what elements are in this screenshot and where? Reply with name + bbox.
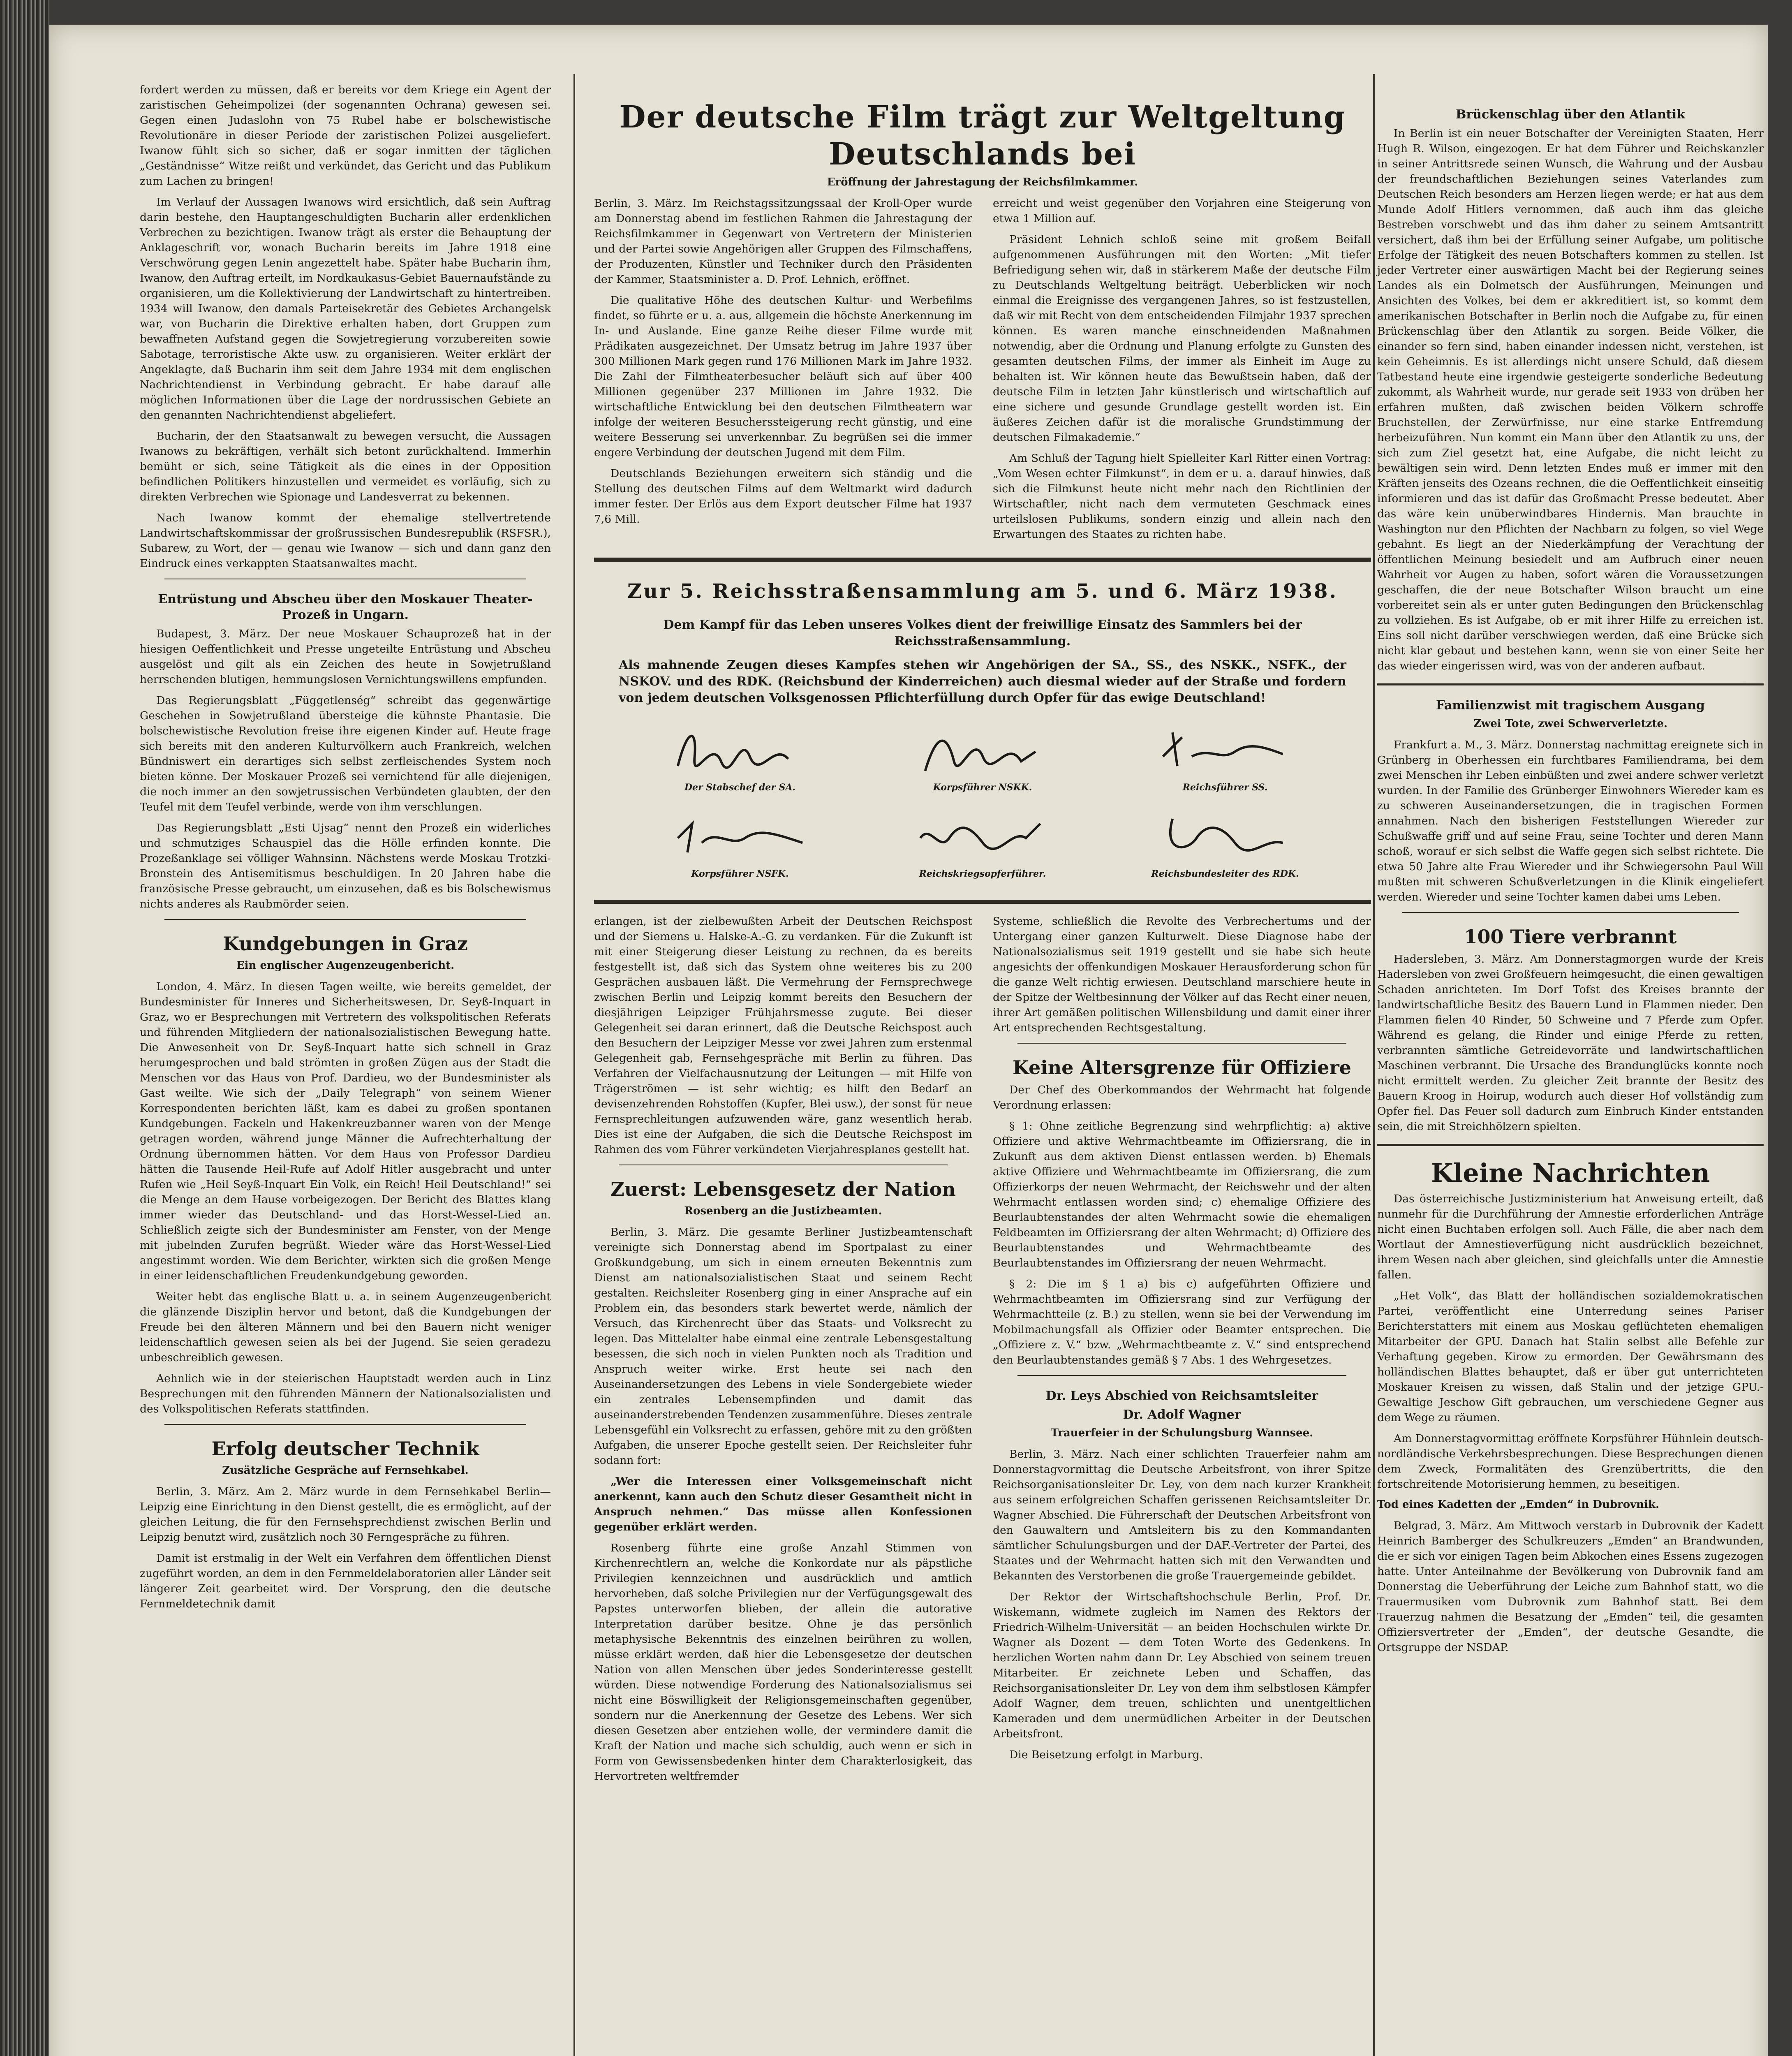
article-paragraph: § 1: Ohne zeitliche Begrenzung sind wehrpflichtig: a) aktive Offiziere und aktive Wehrmachtbeamte im Offiziersrang, die in Zukunft aus dem aktiven Dienst entlassen werden. b) Ehemals aktive Offiziere und Wehrmachtbeamte im Offiziersrang, die zum Offizierkorps der neuen Wehrmacht, der Reichswehr und der alten Wehrmacht entlassen worden sind; c) ehemalige Offiziere des Beurlaubtenstandes der alten Wehrmacht sowie die ehemaligen Feldbeamten im Offiziersrang der alten Wehrmacht; d) Offiziere des Beurlaubtenstandes und Wehrmachtbeamte des Beurlaubtenstandes im Offiziersrang der neuen Wehrmacht. (993, 1120, 1371, 1269)
article-paragraph: „Wer die Interessen einer Volksgemeinschaft nicht anerkennt, kann auch den Schutz dieser Gesamtheit nicht in Anspruch nehmen.“ Das müsse allen Konfessionen gegenüber erklärt werden. (594, 1475, 972, 1533)
signature-caption: Reichskriegsopferführer. (919, 868, 1046, 879)
headline-technik: Erfolg deutscher Technik (211, 1438, 479, 1460)
subheadline: Zusätzliche Gespräche auf Fernsehkabel. (222, 1464, 469, 1477)
signature (1116, 723, 1334, 793)
article-paragraph: London, 4. März. In diesen Tagen weilte, wie bereits gemeldet, der Bundesminister für Inneres und Sicherheitswesen, Dr. Seyß-Inquart in Graz, wo er Besprechungen mit Vertretern des volkspolitischen Referats und führenden Mitgliedern der nationalsozialistischen Bewegung hatte. Die Anwesenheit von Dr. Seyß-Inquart hatte sich schnell in Graz herumgesprochen und bald strömten in großen Zügen aus der Stadt die Menschen vor das Haus von Prof. Dardieu, wo der Bundesminister als Gast weilte. Wie sich der „Daily Telegraph“ von seinem Wiener Korrespondenten berichten läßt, kam es dabei zu großen spontanen Kundgebungen. Fackeln und Hakenkreuzbanner waren von der Menge getragen worden, während junge Männer die Aufrechterhaltung der Ordnung übernommen hätten. Vor dem Haus von Professor Dardieu hätten die Tausende Heil-Rufe auf Adolf Hitler ausgebracht und unter Rufen wie „Heil Seyß-Inquart Ein Volk, ein Reich! Heil Deutschland!“ sei die Menge an dem Hause vorbeigezogen. Der Bericht des Blattes klang immer wieder das Deutschland- und das Horst-Wessel-Lied an. Schließlich zeigte sich der Bundesminister am Fenster, von der Menge mit jubelnden Zurufen begrüßt. Wieder wäre das Horst-Wessel-Lied angestimmt worden. Wie dem Berichter, wirkten sich die großen Menge in einer leidenschaftlichen Freudenkundgebung geworden. (140, 980, 551, 1282)
headline-kleine-nachrichten: Kleine Nachrichten (1431, 1158, 1710, 1188)
article-paragraph: Das Regierungsblatt „Függetlenség“ schreibt das gegenwärtige Geschehen in Sowjetrußland übersteige die kühnste Phantasie. Die bolschewistische Revolution freise ihre eigenen Kinder auf. Heute frage sich bereits mit den anderen Kulturvölkern auch Frankreich, welchen Bündniswert ein derartiges sich selbst zerfleischendes System noch bieten könne. Der Moskauer Prozeß sei vernichtend für alle diejenigen, die noch immer an den sowjetrussischen Verbündeten glaubten, der den Teufel mit dem Teufel verbinde, werde von ihm verschlungen. (140, 694, 551, 813)
article-paragraph: § 2: Die im § 1 a) bis c) aufgeführten Offiziere und Wehrmachtbeamten im Offiziersrang sind zur Verfügung der Wehrmachtteile (z. B.) zu stellen, wenn sie bei der Verwendung im Mobilmachungsfall als Offizier oder Beamter entsprechen. Die „Offiziere z. V.“ bzw. „Wehrmachtbeamte z. V.“ sind entsprechend den Beurlaubtenstandes gemäß § 7 Abs. 1 des Wehrgesetzes. (993, 1278, 1371, 1366)
signature (631, 809, 849, 879)
headline-graz: Kundgebungen in Graz (223, 933, 468, 955)
article-paragraph: Berlin, 3. März. Die gesamte Berliner Justizbeamtenschaft vereinigte sich Donnerstag abend im Sportpalast zu einer Großkundgebung, um sich in einem erneuten Bekenntnis zum Dienst am nationalsozialistischen Staat und seinem Recht gestalten. Reichsleiter Rosenberg ging in einer Ansprache auf ein Problem ein, das besonders stark bewertet werde, nämlich der Versuch, das Kirchenrecht über das Staats- und Volksrecht zu legen. Das Mittelalter habe einmal eine zentrale Lebensgestaltung besessen, die sich noch in vielen Punkten noch als Tradition und Anspruch weiter wirke. Erst heute sei nach den Auseinandersetzungen des Lebens in viele Sondergebiete wieder ein zentrales Lebensempfinden und damit das auseinanderstrebenden Tendenzen zusammenführe. Dieses zentrale Lebensgefühl ein Volksrecht zu erfassen, gehöre mit zu den größten Aufgaben, die unserer Epoche gestellt seien. Der Reichsleiter fuhr sodann fort: (594, 1226, 972, 1467)
page-headline: Der deutsche Film trägt zur Weltgeltung Deutschlands bei (619, 100, 1346, 172)
article-paragraph: Der Rektor der Wirtschaftshochschule Berlin, Prof. Dr. Wiskemann, widmete zugleich im Namen des Rektors der Friedrich-Wilhelm-Universität — an beiden Hochschulen wirkte Dr. Wagner als Dozent — dem Toten Worte des Gedenkens. In herzlichen Worten nahm dann Dr. Ley Abschied von seinem treuen Mitarbeiter. Er zeichnete Leben und Schaffen, das Reichsorganisationsleiter Dr. Ley von dem ihm selbstlosen Kämpfer Adolf Wagner, dem treuen, schlichten und unentgeltlichen Kameraden und dem unermüdlichen Arbeiter in der Deutschen Arbeitsfront. (993, 1591, 1371, 1740)
article-paragraph: Der Chef des Oberkommandos der Wehrmacht hat folgende Verordnung erlassen: (993, 1084, 1371, 1111)
article-paragraph: Aehnlich wie in der steierischen Hauptstadt werden auch in Linz Besprechungen mit den führenden Männern der Nationalsozialisten und des Volkspolitischen Referats stattfinden. (140, 1372, 551, 1415)
signature-scribble (631, 723, 849, 780)
divider (1377, 683, 1764, 685)
headline-tiere: 100 Tiere verbrannt (1464, 926, 1677, 948)
signature (874, 723, 1092, 793)
article-paragraph: fordert werden zu müssen, daß er bereits vor dem Kriege ein Agent der zaristischen Geheimpolizei (der sogenannten Ochrana) gewesen sei. Gegen einen Judaslohn von 75 Rubel habe er bolschewistische Revolutionäre in dieser Periode der zaristischen Polizei ausgeliefert. Iwanow fühlt sich so sicher, daß er sogar inmitten der täglichen „Geständnisse“ Witze reißt und verkündet, das Gericht und das Publikum zum Lachen zu bringen! (140, 83, 551, 188)
signature-caption: Korpsführer NSFK. (691, 868, 789, 879)
divider (164, 1424, 526, 1425)
signature-scribble (631, 809, 849, 867)
article-paragraph: Berlin, 3. März. Am 2. März wurde in dem Fernsehkabel Berlin—Leipzig eine Einrichtung in den Dienst gestellt, die es ermöglicht, auf der gleichen Leitung, die für den Fernsehsprechdienst zwischen Berlin und Leipzig benutzt wird, zusätzlich noch 30 Ferngespräche zu führen. (140, 1485, 551, 1544)
article-paragraph: Hadersleben, 3. März. Am Donnerstagmorgen wurde der Kreis Hadersleben von zwei Großfeuern heimgesucht, die einen gewaltigen Schaden anrichteten. Im Dorf Tofst des Kreises brannte der landwirtschaftliche Besitz des Bauern Lund in Flammen nieder. Den Flammen fielen 40 Rinder, 50 Schweine und 7 Pferde zum Opfer. Während es gelang, die Rinder und einige Pferde zu retten, verbrannten sämtliche Getreidevorräte und landwirtschaftlichen Maschinen verbrannt. Die Ursache des Brandunglücks konnte noch nicht ermittelt werden. Zu gleicher Zeit brannte der Besitz des Bauern Kroog in Hoirup, wodurch auch dieser Hof vollständig zum Opfer fiel. Das Feuer soll dadurch zum Einbruch Kinder entstanden sein, die mit Streichhölzern spielten. (1377, 953, 1764, 1133)
article-paragraph: Deutschlands Beziehungen erweitern sich ständig und die Stellung des deutschen Films auf dem Weltmarkt wird dadurch immer fester. Der Erlös aus dem Export deutscher Filme hat 1937 7,6 Mill. (594, 467, 972, 526)
subheadline: Ein englischer Augenzeugenbericht. (236, 959, 455, 972)
signature-scribble (874, 809, 1092, 867)
signature-scribble (1116, 723, 1334, 780)
signature (874, 809, 1092, 879)
article-paragraph: erlangen, ist der zielbewußten Arbeit der Deutschen Reichspost und der Siemens u. Halske-A.-G. zu verdanken. Für die Zukunft ist mit einer Steigerung dieser Leistung zu rechnen, da es bereits festgestellt ist, daß sich das System ohne weiteres bis zu 200 Gesprächen ausbauen läßt. Die Vermehrung der Fernsprechwege zwischen Berlin und Leipzig kommt bereits den Besuchern der diesjährigen Leipziger Frühjahrsmesse zugute. Bei dieser Gelegenheit sei daran erinnert, daß die Deutsche Reichspost auch den Besuchern der Leipziger Messe vor zwei Jahren zum erstenmal Gelegenheit gab, Fernsehgespräche mit Berlin zu führen. Das Verfahren der Vielfachausnutzung der Leitungen — mit Hilfe von Trägerströmen — ist sehr wichtig; es hilft den Bedarf an devisenzehrenden Rohstoffen (Kupfer, Blei usw.), der sonst für neue Fernsprechleitungen aufzuwenden wäre, ganz wesentlich herab. Dies ist eine der Aufgaben, die sich die Deutsche Reichspost im Rahmen des vom Führer verkündeten Vierjahresplanes gestellt hat. (594, 915, 972, 1156)
subheadline: Tod eines Kadetten der „Emden“ in Dubrovnik. (1377, 1498, 1660, 1511)
subheadline: Trauerfeier in der Schulungsburg Wannsee. (1050, 1427, 1313, 1439)
lead-article (594, 196, 1371, 548)
column-rule (573, 74, 575, 2056)
article-paragraph: Rosenberg führte eine große Anzahl Stimmen von Kirchenrechtlern an, welche die Konkordate nur als päpstliche Privilegien kennzeichnen und ausdrücklich und amtlich hervorheben, daß solche Privilegien nur der Verfügungsgewalt des Papstes unterworfen blieben, der allein die autorative Interpretation darüber besitze. Ohne je das persönlich metaphysische Bekenntnis des einzelnen beirühren zu wollen, müsse erklärt werden, daß hier die Lebensgesetze der deutschen Nation von allen Menschen über jedes Sonderinteresse gestellt würden. Diese notwendige Forderung des Nationalsozialismus sei nicht eine Böswilligkeit der Religionsgemeinschaften gegenüber, sondern nur die Anerkennung der Gesetze des Lebens. Wer sich diesen Gesetzen aber entziehen wolle, der vermindere damit die Kraft der Nation und mache sich schuldig, auch wenn er sich in Form von Gewissensbedenken hinter dem Charakterlosigkeit, das Hervortreten weltfremder (594, 1542, 972, 1783)
signature (1116, 809, 1334, 879)
headline-ley: Dr. Leys Abschied von Reichsamtsleiter (1045, 1389, 1318, 1403)
headline-moskau-prozess: Entrüstung und Abscheu über den Moskauer Theater-Prozeß in Ungarn. (158, 592, 533, 622)
headline-lebensgesetz: Zuerst: Lebensgesetz der Nation (610, 1178, 956, 1200)
appeal-box (594, 558, 1371, 904)
signature-caption: Korpsführer NSKK. (933, 782, 1032, 793)
article-paragraph: erreicht und weist gegenüber den Vorjahren eine Steigerung von etwa 1 Million auf. (993, 197, 1371, 225)
article-paragraph: Systeme, schließlich die Revolte des Verbrechertums und der Untergang einer ganzen Kulturwelt. Diese Diagnose habe der Nationalsozialismus seit 1919 gestellt und sie habe sich heute angesichts der offenkundigen Moskauer Herausforderung schon für die ganze Welt richtig erwiesen. Deutschland marschiere heute in der Spitze der Weltbesinnung der Völker auf das Recht einer neuen, ihrer Art gemäßen politischen Willensbildung und damit einer ihrer Art entsprechenden Rechtsgestaltung. (993, 915, 1371, 1034)
article-paragraph: Am Schluß der Tagung hielt Spielleiter Karl Ritter einen Vortrag: „Vom Wesen echter Filmkunst“, in dem er u. a. darauf hinwies, daß sich die Filmkunst heute nicht mehr nach den Richtlinien der Wirtschaftler, nicht nach dem vermuteten Geschmack eines urteilslosen Publikums, sondern einzig und allein nach den Erwartungen des Staates zu richten habe. (993, 452, 1371, 541)
appeal-title: Zur 5. Reichsstraßensammlung am 5. und 6. März 1938. (627, 580, 1338, 603)
divider (1402, 912, 1739, 913)
divider (164, 919, 526, 920)
page-subheadline: Eröffnung der Jahrestagung der Reichsfilmkammer. (827, 176, 1138, 188)
article-paragraph: Nach Iwanow kommt der ehemalige stellvertretende Landwirtschaftskommissar der großrussischen Bundesrepublik (RSFSR.), Subarew, zu Wort, der — genau wie Iwanow — sich und dann ganz den Eindruck eines verkappten Staatsanwaltes macht. (140, 512, 551, 570)
article-paragraph: Die qualitative Höhe des deutschen Kultur- und Werbefilms findet, so führte er u. a. aus, allgemein die höchste Anerkennung im In- und Auslande. Eine ganze Reihe dieser Filme wurde mit Prädikaten ausgezeichnet. Der Umsatz betrug im Jahre 1937 über 300 Millionen Mark gegen rund 176 Millionen Mark im Jahre 1932. Die Zahl der Filmtheaterbesucher beläuft sich auf über 400 Millionen gegenüber 237 Millionen im Jahre 1932. Die wirtschaftliche Entwicklung bei den deutschen Filmtheatern war infolge der weiteren Besucherssteigerung recht günstig, und eine weitere Besserung sei unverkennbar. Zu begrüßen sei die immer engere Verbindung der deutschen Jugend mit dem Film. (594, 294, 972, 459)
article-paragraph: Damit ist erstmalig in der Welt ein Verfahren dem öffentlichen Dienst zugeführt worden, an dem in den Fernmeldelaboratorien aller Länder seit längerer Zeit gearbeitet wird. Der Vorsprung, den die deutsche Fernmeldetechnik damit (140, 1552, 551, 1610)
signature-scribble (1116, 809, 1334, 867)
left-column (140, 82, 551, 1617)
middle-column (594, 82, 1371, 1790)
headline-wagner: Dr. Adolf Wagner (1123, 1408, 1241, 1422)
headline-familienzwist: Familienzwist mit tragischem Ausgang (1436, 698, 1705, 713)
article-paragraph: Belgrad, 3. März. Am Mittwoch verstarb in Dubrovnik der Kadett Heinrich Bamberger des Schulkreuzers „Emden“ an Brandwunden, die er sich vor einigen Tagen beim Abkochen eines Essens zugezogen hatte. Unter Anteilnahme der Bevölkerung von Dubrovnik fand am Donnerstag die Ueberführung der Leiche zum Bahnhof statt, wo die Trauermusiken vom Dubrovnik zum Bahnhof statt. Bei dem Trauerzug nahmen die Besatzung der „Emden“ teil, die gesamten Offiziersvertreter der „Emden“, der deutsche Gesandte, die Ortsgruppe der NSDAP. (1377, 1519, 1764, 1654)
article-paragraph: In Berlin ist ein neuer Botschafter der Vereinigten Staaten, Herr Hugh R. Wilson, eingezogen. Er hat dem Führer und Reichskanzler in seiner Antrittsrede seinen Wunsch, die Wahrung und der Ausbau der freundschaftlichen Beziehungen seines Vaterlandes zum Deutschen Reich besonders am Herzen liegen werde; er hat aus dem Munde Adolf Hitlers vernommen, daß auch ihm das gleiche Bestreben vorschwebt und das ihm daher zu seinem Amtsantritt versichert, daß ihm bei der Erfüllung seiner Aufgabe, um politische Erfolge der Tätigkeit des neuen Botschafters kommen zu stellen. Ist jeder Vertreter einer auswärtigen Macht bei der Regierung seines Landes als ein Dolmetsch der Ausführungen, Meinungen und Ansichten des Volkes, bei dem er akkreditiert ist, so kommt dem amerikanischen Botschafter in Berlin noch die Aufgabe zu, für einen Brückenschlag über den Atlantik zu sorgen. Beide Völker, die einander so fern sind, haben einander indessen nicht, verstehen, ist kein Geheimnis. Es ist allerdings nicht unsere Schuld, daß diesem Tatbestand heute eine irgendwie gesteigerte sonderliche Bedeutung zukommt, als Wahrheit wurde, nur gerade seit 1933 von drüben her erfahren mußten, daß zwischen beiden Völkern schroffe Bruchstellen, der Zerwürfnisse, nur eine starke Entfremdung herbeizuführen. Nun kommt ein Mann über den Atlantik zu uns, der sich zum Ziel gesetzt hat, eine Aufgabe, die nicht leicht zu bewältigen sein wird. Denn letzten Endes muß er immer mit den Kräften jenseits des Ozeans rechnen, die die Oeffentlichkeit einseitig informieren und das ist dafür das Großmacht Presse bedeutet. Aber das wäre kein unüberwindbares Hindernis. Man brauchte in Washington nur den Pflichten der Nachbarn zu folgen, so viel Wege gebahnt. Es liegt an der Niederkämpfung der Verachtung der öffentlichen Meinung besiedelt und am Aufbruch einer neuen Wahrheit vor Augen zu haben, sofort wären die Voraussetzungen geschaffen, die der neue Botschafter Wilson braucht um eine vorbereitet sein als er unter guten Bedingungen den Brückenschlag zu vollziehen. Es ist Aufgabe, ob er mit ihrer Hilfe zu erreichen ist. Eins soll nicht darüber verschwiegen werden, daß eine Brücke sich nicht klar gebaut und bestehen kann, wenn sie von einer Seite her das wieder eingerissen wird, was von der anderen aufbaut. (1377, 127, 1764, 672)
signature-scribble (874, 723, 1092, 780)
headline-altersgrenze: Keine Altersgrenze für Offiziere (1013, 1056, 1351, 1079)
article-paragraph: Berlin, 3. März. Im Reichstagssitzungssaal der Kroll-Oper wurde am Donnerstag abend im festlichen Rahmen die Jahrestagung der Reichsfilmkammer in Gegenwart von Vertretern der Ministerien und der Partei sowie Angehörigen aller Gruppen des Filmschaffens, der Produzenten, Künstler und Techniker durch den Präsidenten der Kammer, Staatsminister a. D. Prof. Lehnich, eröffnet. (594, 197, 972, 286)
article-paragraph: Budapest, 3. März. Der neue Moskauer Schauprozeß hat in der hiesigen Oeffentlichkeit und Presse ungeteilte Entrüstung und Abscheu ausgelöst und gilt als ein Zeichen des heute in Sowjetrußland herrschenden blutigen, hemmungslosen Vernichtungswillens empfunden. (140, 627, 551, 686)
divider (1377, 1144, 1764, 1146)
article-paragraph: Am Donnerstagvormittag eröffnete Korpsführer Hühnlein deutsch-nordländische Verkehrsbesprechungen. Diese Besprechungen dienen dem Zweck, Formalitäten des Grenzübertritts, die den fortschreitende Motorisierung hemmen, zu beseitigen. (1377, 1432, 1764, 1491)
appeal-intro: Dem Kampf für das Leben unseres Volkes dient der freiwillige Einsatz des Sammlers bei der Reichsstraßensammlung. (663, 618, 1302, 648)
subheadline: Rosenberg an die Justizbeamten. (684, 1205, 882, 1217)
column-rule (1373, 74, 1375, 2056)
headline-brueckenschlag: Brückenschlag über den Atlantik (1456, 107, 1685, 122)
article-paragraph: Frankfurt a. M., 3. März. Donnerstag nachmittag ereignete sich in Grünberg in Oberhessen ein furchtbares Familiendrama, bei dem zwei Menschen ihr Leben einbüßten und zwei andere schwer verletzt wurden. In der Familie des Grünberger Einwohners Wiereder kam es zu schweren Auseinandersetzungen, die in tragischen Formen annahmen. Nach den bisherigen Feststellungen Wiereder zur Schußwaffe griff und auf seine Frau, seine Tochter und deren Mann schoß, worauf er sich selbst die Waffe gegen sich selbst richtete. Die etwa 50 Jahre alte Frau Wiereder und ihr Schwiegersohn Paul Will mußten mit schweren Schußverletzungen in die Klinik eingeliefert werden. Wiereder und seine Tochter kamen dabei ums Leben. (1377, 739, 1764, 903)
article-paragraph: Im Verlauf der Aussagen Iwanows wird ersichtlich, daß sein Auftrag darin bestehe, den Hauptangeschuldigten Bucharin aller erdenklichen Verbrechen zu bezichtigen. Iwanow trägt als erster die Behauptung der Anklageschrift vor, wonach Bucharin bereits im Jahre 1918 eine Verschwörung gegen Lenin angezettelt habe. Später habe Bucharin ihm, Iwanow, den Auftrag erteilt, im Nordkaukasus-Gebiet Bauernaufstände zu organisieren, um die Kollektivierung der Landwirtschaft zu hintertreiben. 1934 will Iwanow, den damals Parteisekretär des Gebietes Archangelsk war, von Bucharin die Direktive erhalten haben, dort Gruppen zum bewaffneten Aufstand gegen die Sowjetregierung vorzubereiten sowie Sabotage, terroristische Akte usw. zu organisieren. Weiter erklärt der Angeklagte, daß Bucharin ihm seit dem Jahre 1934 mit dem englischen Nachrichtendienst in Verbindung gebracht. Er habe darauf alle möglichen Informationen über die Lage der nordrussischen Gebiete an den genannten Nachrichtendienst abgeliefert. (140, 196, 551, 421)
article-paragraph: Präsident Lehnich schloß seine mit großem Beifall aufgenommenen Ausführungen mit den Worten: „Mit tiefer Befriedigung sehen wir, daß in stärkerem Maße der deutsche Film zu Deutschlands Weltgeltung beiträgt. Ueberblicken wir noch einmal die Ereignisse des vergangenen Jahres, so ist festzustellen, daß wir mit Recht von dem entscheidenden Filmjahr 1937 sprechen können. Es waren manche einschneidenden Maßnahmen notwendig, aber die Ordnung und Planung erfolgte zu Gunsten des gesamten deutschen Films, der immer als Einheit im Auge zu behalten ist. Wir können heute das Bewußtsein haben, daß der deutsche Film in letzten Jahr künstlerisch und wirtschaftlich auf eine sichere und gesunde Grundlage gestellt worden ist. Ein äußeres Zeichen dafür ist die moralische Grundstimmung der deutschen Filmakademie.“ (993, 233, 1371, 444)
article-paragraph: Das Regierungsblatt „Esti Ujsag“ nennt den Prozeß ein widerliches und schmutziges Schauspiel das die Hölle erfinden konnte. Die Prozeßanklage sei völliger Wahnsinn. Nächstens werde Moskau Trotzki-Bronstein des Antisemitismus beschuldigen. In 20 Jahren habe die französische Presse gebraucht, um einzusehen, daß es bis Bolschewismus nichts anderes als Raubmörder seien. (140, 822, 551, 910)
appeal-text: Als mahnende Zeugen dieses Kampfes stehen wir Angehörigen der SA., SS., des NSKK., NSFK., der NSKOV. und des RDK. (Reichsbund der Kinderreichen) auch diesmal wieder auf der Straße und fordern von jedem deutschen Volksgenossen Pflichterfüllung durch Opfer für das ewige Deutschland! (619, 658, 1346, 705)
lower-articles (594, 914, 1371, 1790)
article-paragraph: Das österreichische Justizministerium hat Anweisung erteilt, daß nunmehr für die Durchführung der Amnestie erforderlichen Anträge nicht einen Buchtaben erfolgen soll. Auch Fälle, die aber nach dem Wortlaut der Amnestieverfügung nicht ausdrücklich bezeichnet, ihrem Wesen nach aber gleichen, sind gleichfalls unter die Amnestie fallen. (1377, 1192, 1764, 1281)
article-paragraph: Berlin, 3. März. Nach einer schlichten Trauerfeier nahm am Donnerstagvormittag die Deutsche Arbeitsfront, von ihrer Spitze Reichsorganisationsleiter Dr. Ley, von dem nach kurzer Krankheit aus seinem erfolgreichen Schaffen gerissenen Reichsamtsleiter Dr. Wagner Abschied. Die Führerschaft der Deutschen Arbeitsfront von den Gauwaltern und Amtsleitern bis zu den Kommandanten sämtlicher Schulungsburgen und der DAF.-Vertreter der Partei, des Staates und der Wehrmacht hatten sich mit den Verwandten und Bekannten des Verstorbenen die große Trauergemeinde gebildet. (993, 1448, 1371, 1582)
book-spine-edge (0, 0, 49, 2056)
signature (631, 723, 849, 793)
signature-row (619, 723, 1346, 793)
article-paragraph: Bucharin, der den Staatsanwalt zu bewegen versucht, die Aussagen Iwanows zu bekräftigen, verhält sich betont zurückhaltend. Immerhin bemüht er sich, seine Tätigkeit als die eines in der Opposition befindlichen Politikers hinzustellen und vermeidet es vorläufig, sich zu direkten Verbrechen wie Spionage und Landesverrat zu bekennen. (140, 430, 551, 503)
article-paragraph: Weiter hebt das englische Blatt u. a. in seinem Augenzeugenbericht die glänzende Disziplin hervor und betont, daß die Kundgebungen der Freude bei den älteren Männern und bei den Bauern nicht weniger leidenschaftlich gewesen seien als bei der Jugend. Sie seien geradezu unbeschreiblich gewesen. (140, 1290, 551, 1364)
subheadline: Zwei Tote, zwei Schwerverletzte. (1473, 718, 1668, 730)
signature-caption: Reichsbundesleiter des RDK. (1151, 868, 1299, 879)
divider (1017, 1375, 1346, 1376)
signature-caption: Der Stabschef der SA. (684, 782, 796, 793)
right-column (1377, 82, 1764, 1661)
signature-row (619, 809, 1346, 879)
article-paragraph: „Het Volk“, das Blatt der holländischen sozialdemokratischen Partei, veröffentlicht eine Unterredung seines Pariser Berichterstatters mit einem aus Moskau geflüchteten ehemaligen Mitarbeiter der GPU. Danach hat Stalin selbst alle Befehle zur Verhaftung gegeben. Kirow zu ermorden. Der Gewährsmann des holländischen Blattes behauptet, daß er über gut unterrichteten Moskauer Kreisen zu wissen, daß Stalin und der jetzige GPU.-Gewaltige Jeschow Gift gebrauchen, um verschiedene Gegner aus dem Wege zu räumen. (1377, 1290, 1764, 1424)
divider (1017, 1043, 1346, 1044)
signature-caption: Reichsführer SS. (1182, 782, 1268, 793)
article-paragraph: Die Beisetzung erfolgt in Marburg. (1009, 1748, 1203, 1761)
